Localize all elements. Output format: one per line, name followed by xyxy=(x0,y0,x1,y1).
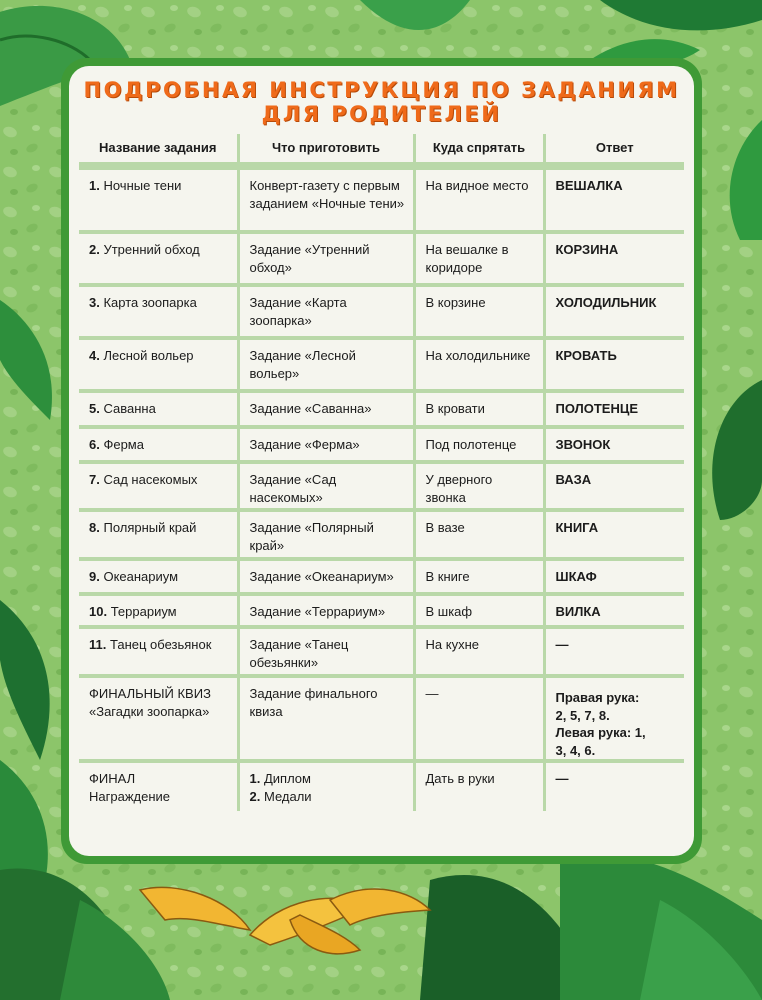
task-name-cell xyxy=(79,627,238,676)
list-number: 2. xyxy=(249,788,261,804)
hide-cell: В шкаф xyxy=(414,594,544,627)
hide-cell: Дать в руки xyxy=(414,761,544,811)
task-name: Лесной вольер xyxy=(103,348,194,363)
task-name-cell xyxy=(79,427,238,462)
answer-right-hand-values: 2, 5, 7, 8. xyxy=(555,707,610,723)
prepare-cell: Задание «Утренний обход» xyxy=(238,232,414,285)
final-quiz-title: ФИНАЛЬНЫЙ КВИЗ xyxy=(89,686,211,701)
prepare-cell: Задание «Террариум» xyxy=(238,594,414,627)
hide-cell: На вешалке в коридоре xyxy=(414,232,544,285)
header-prepare: Что приготовить xyxy=(238,134,414,164)
task-name-cell xyxy=(79,462,238,510)
task-number: 7. xyxy=(89,472,100,487)
prepare-cell: Задание «Океанариум» xyxy=(238,559,414,594)
task-name: Саванна xyxy=(103,401,156,416)
list-text: Диплом xyxy=(263,771,311,786)
task-name-cell xyxy=(79,285,238,338)
answer-cell: — xyxy=(544,761,684,811)
task-name: Сад насекомых xyxy=(103,472,198,487)
prepare-cell: Задание финального квиза xyxy=(238,676,414,761)
table-row xyxy=(79,462,684,510)
prepare-cell: Задание «Полярный край» xyxy=(238,510,414,559)
table-row xyxy=(79,559,684,594)
answer-cell: ПОЛОТЕНЦЕ xyxy=(544,391,684,427)
task-name-cell xyxy=(79,338,238,391)
task-number: 3. xyxy=(89,295,100,310)
list-item xyxy=(250,770,405,788)
answer-cell xyxy=(544,676,684,761)
task-name: Карта зоопарка xyxy=(103,295,197,310)
answer-left-hand-label: Левая рука: 1, xyxy=(555,725,646,740)
prepare-cell: Задание «Лесной вольер» xyxy=(238,338,414,391)
tasks-table xyxy=(79,134,684,811)
task-number: 9. xyxy=(89,569,100,584)
prepare-cell: Задание «Танец обезьянки» xyxy=(238,627,414,676)
hide-cell: В вазе xyxy=(414,510,544,559)
hide-cell: Под полотенце xyxy=(414,427,544,462)
answer-cell: ВИЛКА xyxy=(544,594,684,627)
hide-cell: — xyxy=(414,676,544,761)
final-quiz-subtitle: «Загадки зоопарка» xyxy=(89,703,210,719)
table-row xyxy=(79,285,684,338)
hide-cell: В книге xyxy=(414,559,544,594)
hide-cell: В корзине xyxy=(414,285,544,338)
instructions-card xyxy=(61,58,702,864)
table-row xyxy=(79,627,684,676)
title-line-2: ДЛЯ РОДИТЕЛЕЙ xyxy=(261,102,502,126)
table-row xyxy=(79,391,684,427)
table-row xyxy=(79,594,684,627)
task-number: 2. xyxy=(89,242,100,257)
list-number: 1. xyxy=(249,771,261,786)
task-number: 10. xyxy=(89,604,108,619)
table-row xyxy=(79,510,684,559)
table-row xyxy=(79,168,684,232)
title-line-1: ПОДРОБНАЯ ИНСТРУКЦИЯ ПО ЗАДАНИЯМ xyxy=(83,78,680,102)
task-name-cell xyxy=(79,559,238,594)
task-number: 6. xyxy=(89,437,100,452)
task-number: 8. xyxy=(89,520,100,535)
task-name-cell xyxy=(79,232,238,285)
table-row xyxy=(79,427,684,462)
answer-cell: КОРЗИНА xyxy=(544,232,684,285)
task-name: Утренний обход xyxy=(103,242,200,257)
list-text: Медали xyxy=(263,788,312,804)
answer-cell: — xyxy=(544,627,684,676)
page-title xyxy=(69,78,694,126)
header-task-name: Название задания xyxy=(79,134,238,164)
task-name-cell xyxy=(79,594,238,627)
task-name: Танец обезьянок xyxy=(109,637,212,652)
answer-cell: ЗВОНОК xyxy=(544,427,684,462)
task-name: Полярный край xyxy=(103,520,197,535)
task-number: 1. xyxy=(89,178,100,193)
answer-cell: КРОВАТЬ xyxy=(544,338,684,391)
prepare-cell: Задание «Сад насекомых» xyxy=(238,462,414,510)
task-name-cell xyxy=(79,168,238,232)
task-name: Ночные тени xyxy=(103,178,182,193)
task-name-cell xyxy=(79,391,238,427)
final-subtitle: Награждение xyxy=(89,788,171,804)
task-name: Океанариум xyxy=(103,569,179,584)
task-name: Ферма xyxy=(103,437,144,452)
prepare-cell: Конверт-газету с первым заданием «Ночные тени» xyxy=(238,168,414,232)
hide-cell: У дверного звонка xyxy=(414,462,544,510)
header-hide: Куда спрятать xyxy=(414,134,544,164)
task-number: 11. xyxy=(89,637,107,652)
answer-left-hand-values: 3, 4, 6. xyxy=(555,742,596,758)
answer-cell: КНИГА xyxy=(544,510,684,559)
instructions-card-body xyxy=(69,66,694,856)
table-row-final-quiz xyxy=(79,676,684,761)
task-name: Террариум xyxy=(110,604,177,619)
table-row xyxy=(79,338,684,391)
task-name-cell xyxy=(79,510,238,559)
answer-cell: ВЕШАЛКА xyxy=(544,168,684,232)
table-row-final xyxy=(79,761,684,811)
answer-right-hand-label: Правая рука: xyxy=(555,690,640,705)
hide-cell: На видное место xyxy=(414,168,544,232)
table-row xyxy=(79,232,684,285)
final-title: ФИНАЛ xyxy=(89,771,136,786)
list-item xyxy=(250,788,405,806)
answer-cell: ШКАФ xyxy=(544,559,684,594)
prepare-cell: Задание «Ферма» xyxy=(238,427,414,462)
task-name-cell xyxy=(79,761,238,811)
answer-cell: ХОЛОДИЛЬНИК xyxy=(544,285,684,338)
table-header-row xyxy=(79,134,684,164)
task-number: 4. xyxy=(89,348,100,363)
task-number: 5. xyxy=(89,401,100,416)
answer-cell: ВАЗА xyxy=(544,462,684,510)
hide-cell: В кровати xyxy=(414,391,544,427)
prepare-cell xyxy=(238,761,414,811)
prepare-cell: Задание «Карта зоопарка» xyxy=(238,285,414,338)
header-answer: Ответ xyxy=(544,134,684,164)
hide-cell: На холодильнике xyxy=(414,338,544,391)
hide-cell: На кухне xyxy=(414,627,544,676)
prepare-cell: Задание «Саванна» xyxy=(238,391,414,427)
task-name-cell xyxy=(79,676,238,761)
